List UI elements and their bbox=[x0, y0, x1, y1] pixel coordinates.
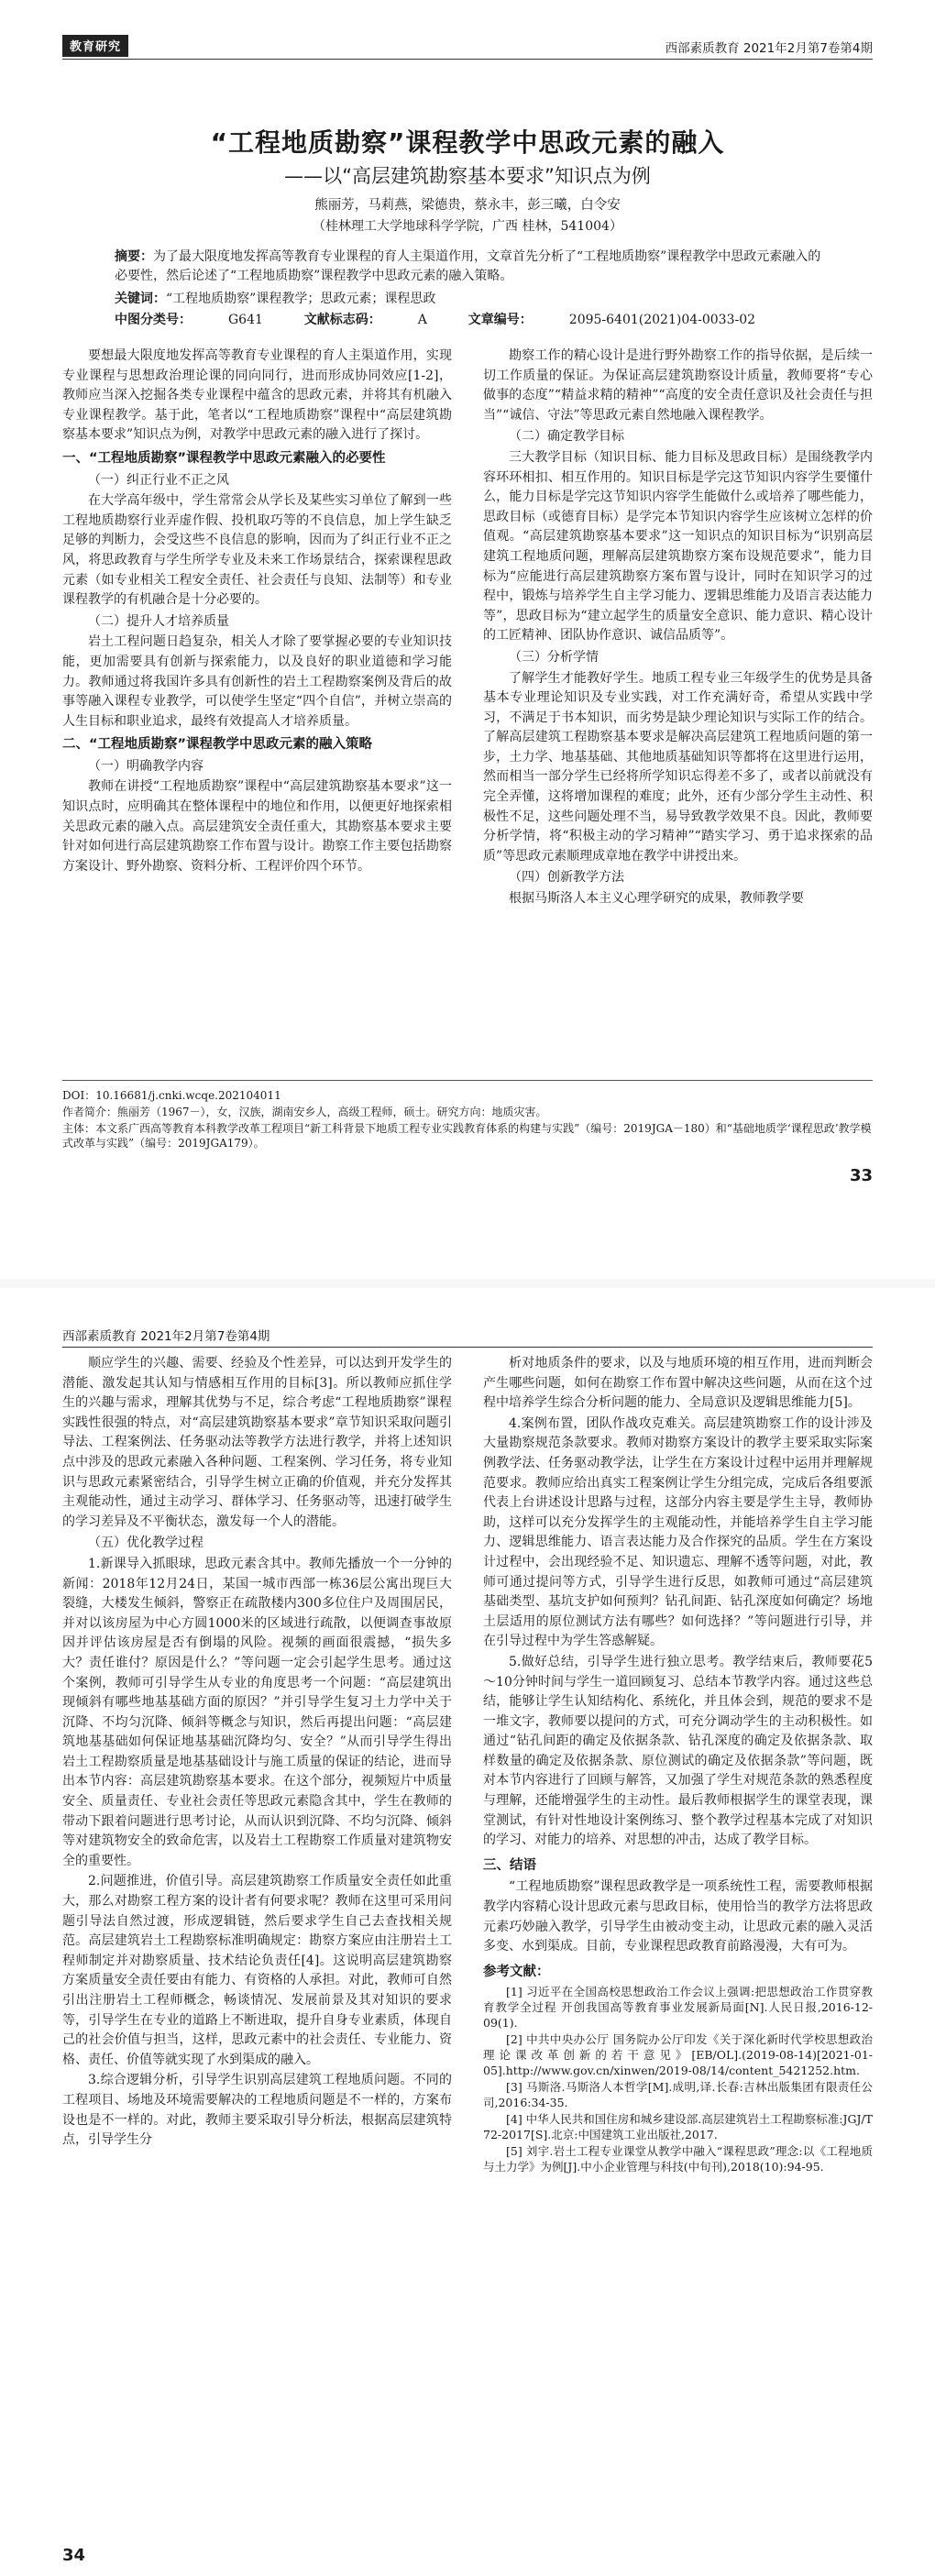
body-paragraph: 1.新课导入抓眼球，思政元素含其中。教师先播放一个一分钟的新闻：2018年12月24日，某国一城市西部一栋36层公寓出现巨大裂缝，大楼发生倾斜，警察正在疏散楼内300多位住户及周围居民，并对以该房屋为中心方圆1000米的区域进行疏散，以便调查事故原因并评估该房屋是否有倒塌的风险。视频的画面很震撼，“损失多大？责任谁付？原因是什么？”等问题一定会引起学生思考。通过这个案例，教师可引导学生从专业的角度思考一个问题：“高层建筑出现倾斜有哪些地基基础方面的原因？”并引导学生复习土力学中关于沉降、不均匀沉降、倾斜等概念与知识，然后再提出问题：“高层建筑地基基础如何保证地基基础沉降均匀、安全？”从而引导学生得出岩土工程勘察质量是地基基础设计与施工质量的保证的结论，进而导出本节内容：高层建筑勘察基本要求。在这个部分，视频短片中质量安全、质量责任、专业社会责任等思政元素隐含其中，学生在教师的带动下跟着问题进行思考讨论，从而认识到沉降、不均匀沉降、倾斜等对建筑物安全的致命危害，以及岩土工程勘察工作质量对建筑物安全的重要性。 bbox=[62, 1556, 452, 1868]
body-column-left bbox=[62, 347, 452, 1071]
reference-item: [2] 中共中央办公厅 国务院办公厅印发《关于深化新时代学校思想政治理论课改革创新的若干意见》[EB/OL].(2019-08-14)[2021-01-05].http://www.gov.cn/xinwen/2019-08/14/content_5421252.htm. bbox=[483, 2032, 873, 2078]
abstract-text: 为了最大限度地发挥高等教育专业课程的育人主渠道作用，文章首先分析了“工程地质勘察”课程教学中思政元素融入的必要性，然后论述了“工程地质勘察”课程教学中思政元素的融入策略。 bbox=[115, 249, 821, 283]
page-header bbox=[62, 1323, 873, 1348]
body-paragraph: 根据马斯洛人本主义心理学研究的成果，教师教学要 bbox=[509, 891, 804, 907]
subsection-heading: （二）确定教学目标 bbox=[509, 429, 624, 445]
body-paragraph: 析对地质条件的要求，以及与地质环境的相互作用，进而判断会产生哪些问题，如何在勘察工作布置中解决这些问题，从而在这个过程中培养学生综合分析问题的能力、全局意识及逻辑思维能力[5]。 bbox=[483, 1356, 873, 1411]
body-column-left bbox=[62, 1354, 452, 2527]
footnotes bbox=[62, 1080, 873, 1152]
keywords-label: 关键词： bbox=[115, 292, 166, 306]
subsection-heading: （五）优化教学过程 bbox=[88, 1536, 204, 1551]
article-no-label: 文章编号： bbox=[468, 313, 533, 327]
body-paragraph: 勘察工作的精心设计是进行野外勘察工作的指导依据，是后续一切工作质量的保证。为保证高层建筑勘察设计质量，教师要将“专心做事的态度”“精益求精的精神”“高度的安全责任意识及社会责任与担当”“诚信、守法”等思政元素自然地融入课程教学。 bbox=[483, 348, 873, 423]
body-paragraph: 教师在讲授“工程地质勘察”课程中“高层建筑勘察基本要求”这一知识点时，应明确其在整体课程中的地位和作用，以便更好地探索相关思政元素的融入点。高层建筑安全责任重大，其勘察基本要求主要针对如何进行高层建筑勘察工作布置与设计。勘察工作主要包括勘察方案设计、野外勘察、资料分析、工程评价四个环节。 bbox=[62, 779, 452, 874]
section-heading: 三、结语 bbox=[483, 1857, 536, 1873]
section-tag: 教育研究 bbox=[62, 35, 128, 57]
body-paragraph: 3.综合逻辑分析，引导学生识别高层建筑工程地质问题。不同的工程项目、场地及环境需要解决的工程地质问题是不一样的，方案布设也是不一样的。对此，教师主要采取引导分析法，根据高层建筑特点，引导学生分 bbox=[62, 2073, 452, 2148]
footnote-doi: DOI：10.16681/j.cnki.wcqe.202104011 bbox=[62, 1089, 281, 1102]
page-number: 33 bbox=[849, 1166, 873, 1185]
doc-label: 文献标志码： bbox=[303, 313, 381, 327]
classification-meta bbox=[115, 310, 825, 328]
journal-info: 西部素质教育 2021年2月第7卷第4期 bbox=[62, 1329, 270, 1344]
affiliation: （桂林理工大学地球科学学院，广西 桂林，541004） bbox=[313, 219, 622, 234]
body-paragraph: “工程地质勘察”课程思政教学是一项系统性工程，需要教师根据教学内容精心设计思政元素与思政目标，使用恰当的教学方法将思政元素巧妙融入教学，引导学生由被动变主动，让思政元素的融入灵活多变、水到渠成。目前，专业课程思政教育前路漫漫，大有可为。 bbox=[483, 1879, 873, 1954]
section-heading: 参考文献： bbox=[483, 1964, 550, 1979]
footnote-author: 作者简介：熊丽芳（1967－），女，汉族，湖南安乡人，高级工程师，硕士。研究方向：地质灾害。 bbox=[62, 1106, 547, 1118]
reference-item: [5] 刘宇.岩土工程专业课堂从教学中融入“课程思政”理念:以《工程地质与土力学》为例[J].中小企业管理与科技(中旬刊),2018(10):94-95. bbox=[483, 2144, 873, 2174]
body-paragraph: 4.案例布置，团队作战攻克难关。高层建筑勘察工作的设计涉及大量勘察规范条款要求。教师对勘察方案设计的教学主要采取实际案例教学法、任务驱动教学法，让学生在方案设计过程中运用并理解规范要求。教师应给出真实工程案例让学生分组完成，完成后各组要派代表上台讲述设计思路与过程，这部分内容主要是学生主导，教师协助，这样可以充分发挥学生的主观能动性，并能培养学生自主学习能力、逻辑思维能力、语言表达能力及合作探究的品质。学生在方案设计过程中，会出现经验不足、知识遗忘、理解不透等问题，对此，教师可通过提问等方式，引导学生进行反思，如教师可通过“高层建筑基础类型、基坑支护如何预判？钻孔间距、钻孔深度如何确定？场地土层适用的原位测试方法有哪些？如何选择？”等问题进行引导，并在引导过程中为学生答惑解疑。 bbox=[483, 1415, 873, 1649]
subsection-heading: （二）提升人才培养质量 bbox=[88, 613, 229, 629]
subsection-heading: （三）分析学情 bbox=[509, 649, 599, 665]
author-list: 熊丽芳，马莉燕，梁德贵，蔡永丰，彭三曦，白令安 bbox=[314, 198, 621, 213]
journal-info: 西部素质教育 2021年2月第7卷第4期 bbox=[665, 41, 873, 56]
section-heading: 一、“工程地质勘察”课程教学中思政元素融入的必要性 bbox=[62, 450, 386, 466]
clc-label: 中图分类号： bbox=[115, 313, 192, 327]
subsection-heading: （一）明确教学内容 bbox=[88, 758, 204, 774]
clc-value: G641 bbox=[228, 313, 263, 327]
keywords bbox=[115, 289, 825, 307]
reference-item: [1] 习近平在全国高校思想政治工作会议上强调:把思想政治工作贯穿教育教学全过程 开创我国高等教育事业发展新局面[N].人民日报,2016-12-09(1). bbox=[483, 1985, 873, 2031]
reference-item: [4] 中华人民共和国住房和城乡建设部.高层建筑岩土工程勘察标准:JGJ/T 72-2017[S].北京:中国建筑工业出版社,2017. bbox=[483, 2112, 873, 2142]
keywords-text: “工程地质勘察”课程教学；思政元素；课程思政 bbox=[166, 292, 436, 306]
body-column-right bbox=[483, 1354, 873, 2527]
article-no-value: 2095-6401(2021)04-0033-02 bbox=[568, 313, 756, 327]
page-34 bbox=[0, 1288, 935, 2576]
body-paragraph: 了解学生才能教好学生。地质工程专业三年级学生的优势是具备基本专业理论知识及专业实践，对工作充满好奇，希望从实践中学习，不满足于书本知识，而劣势是缺少理论知识与实际工作的结合。了解高层建筑工程勘察基本要求是解决高层建筑工程地质问题的第一步，土力学、地基基础、其他地质基础知识等都将在这里进行运用，然而相当一部分学生已经将所学知识忘得差不多了，或者以前就没有完全弄懂，这将增加课程的难度；此外，还有少部分学生主动性、积极性不足，这些问题处理不当，易导致教学效果不良。因此，教师要分析学情，将“积极主动的学习精神”“踏实学习、勇于追求探索的品质”等思政元素顺理成章地在教学中讲授出来。 bbox=[483, 670, 873, 864]
page-number: 34 bbox=[62, 2546, 86, 2565]
abstract bbox=[115, 248, 825, 286]
reference-item: [3] 马斯洛.马斯洛人本哲学[M].成明,译.长春:吉林出版集团有限责任公司,2016:34-35. bbox=[483, 2080, 873, 2110]
body-paragraph: 三大教学目标（知识目标、能力目标及思政目标）是围绕教学内容环环相扣、相互作用的。知识目标是学完这节知识内容学生要懂什么，能力目标是学完这节知识内容学生能做什么或培养了哪些能力，思政目标（或德育目标）是学完本节知识内容学生应该树立怎样的价值观。“高层建筑勘察基本要求”这一知识点的知识目标为“识别高层建筑工程地质问题，理解高层建筑勘察方案布设规范要求”，能力目标为“应能进行高层建筑勘察方案布置与设计，同时在知识学习的过程中，锻炼与培养学生自主学习能力、逻辑思维能力及语言表达能力等”，思政目标为“建立起学生的质量安全意识、能力意识、精心设计的工匠精神、团队协作意识、诚信品质等”。 bbox=[483, 449, 873, 644]
body-paragraph: 2.问题推进，价值引导。高层建筑勘察工作质量安全责任如此重大，那么对勘察工程方案的设计者有何要求呢？教师在这里可采用问题引导法自然过渡，形成逻辑链，然后要求学生自己去查找相关规范。高层建筑岩土工程勘察标准明确规定：勘察方案应由注册岩土工程师制定并对勘察质量、技术结论负责任[4]。这说明高层建筑勘察方案质量安全责任要由有能力、有资格的人承担。对此，教师可自然引出注册岩土工程师概念，畅谈情况、发展前景及其对知识的要求等，引导学生在专业的道路上不断进取，提升自身专业素质，体现自己的社会价值与担当，这样，思政元素中的社会责任、专业能力、资格、责任、价值等就实现了水到渠成的融入。 bbox=[62, 1874, 452, 2067]
article-title: “工程地质勘察”课程教学中思政元素的融入 bbox=[210, 127, 725, 158]
body-paragraph: 5.做好总结，引导学生进行独立思考。教学结束后，教师要花5～10分钟时间与学生一道回顾复习、总结本节教学内容。通过这些总结，能够让学生认知结构化、系统化，并且体会到，规范的要求不是一堆文字，教师要以提问的方式，可充分调动学生的主动积极性。如通过“钻孔间距的确定及依据条款、钻孔深度的确定及依据条款、取样数量的确定及依据条款、原位测试的确定及依据条款”等问题，既对本节内容进行了回顾与解答，又加强了学生对规范条款的熟悉程度与理解，还能增强学生的主动性。最后教师根据学生的课堂表现，课堂测试，有针对性地设计案例练习、整个教学过程基本完成了对知识的学习、对能力的培养、对思想的冲击，达成了教学目标。 bbox=[483, 1654, 873, 1848]
body-column-right bbox=[483, 347, 873, 1071]
abstract-label: 摘要： bbox=[115, 249, 153, 264]
article-subtitle: ——以“高层建筑勘察基本要求”知识点为例 bbox=[284, 165, 651, 187]
subsection-heading: （一）纠正行业不正之风 bbox=[88, 472, 229, 488]
body-paragraph: 要想最大限度地发挥高等教育专业课程的育人主渠道作用，实现专业课程与思想政治理论课的同向同行，进而形成协同效应[1-2]，教师应当深入挖掘各类专业课程中蕴含的思政元素，并将其有机融入专业课程教学。基于此，笔者以“工程地质勘察”课程中“高层建筑勘察基本要求”知识点为例，对教学中思政元素的融入进行了探讨。 bbox=[62, 348, 452, 443]
page-header bbox=[62, 35, 873, 60]
section-heading: 二、“工程地质勘察”课程教学中思政元素的融入策略 bbox=[62, 737, 373, 753]
body-paragraph: 岩土工程问题日趋复杂，相关人才除了要掌握必要的专业知识技能，更加需要具有创新与探索能力，以及良好的职业道德和学习能力。教师通过将我国许多具有创新性的岩土工程勘察案例及背后的故事等融入课程专业教学，可以使学生坚定“四个自信”，并树立崇高的人生目标和职业追求，最终有效提高人才培养质量。 bbox=[62, 634, 452, 729]
doc-value: A bbox=[417, 313, 427, 327]
footnote-funding: 主体：本文系广西高等教育本科教学改革工程项目“新工科背景下地质工程专业实践教育体系的构建与实践”（编号：2019JGA－180）和“基础地质学‘课程思政’教学模式改革与实践”（编号：2019JGA179）。 bbox=[62, 1122, 872, 1150]
body-paragraph: 在大学高年级中，学生常常会从学长及某些实习单位了解到一些工程地质勘察行业弄虚作假、投机取巧等的不良信息，加上学生缺乏足够的判断力，会受这些不良信息的影响，因而为了纠正行业不正之风，将思政教育与学生所学专业及未来工作场景结合，探索课程思政元素（如专业相关工程安全责任、社会责任与良知、法制等）和专业课程教学的有机融合是十分必要的。 bbox=[62, 493, 452, 608]
subsection-heading: （四）创新教学方法 bbox=[509, 870, 624, 886]
body-paragraph: 顺应学生的兴趣、需要、经验及个性差异，可以达到开发学生的潜能、激发起其认知与情感相互作用的目标[3]。所以教师应抓住学生的兴趣与需求，理解其优势与不足，综合考虑“工程地质勘察”课程实践性很强的特点，对“高层建筑勘察基本要求”章节知识采取问题引导法、工程案例法、任务驱动法等教学方法进行教学，并将上述知识点中涉及的思政元素融入各种问题、工程案例、学习任务，将专业知识与思政元素紧密结合，引导学生树立正确的价值观，并充分发挥其主观能动性，通过主动学习、群体学习、任务驱动等，迅速打破学生的学习差异及不平衡状态，激发每一个人的潜能。 bbox=[62, 1356, 452, 1529]
